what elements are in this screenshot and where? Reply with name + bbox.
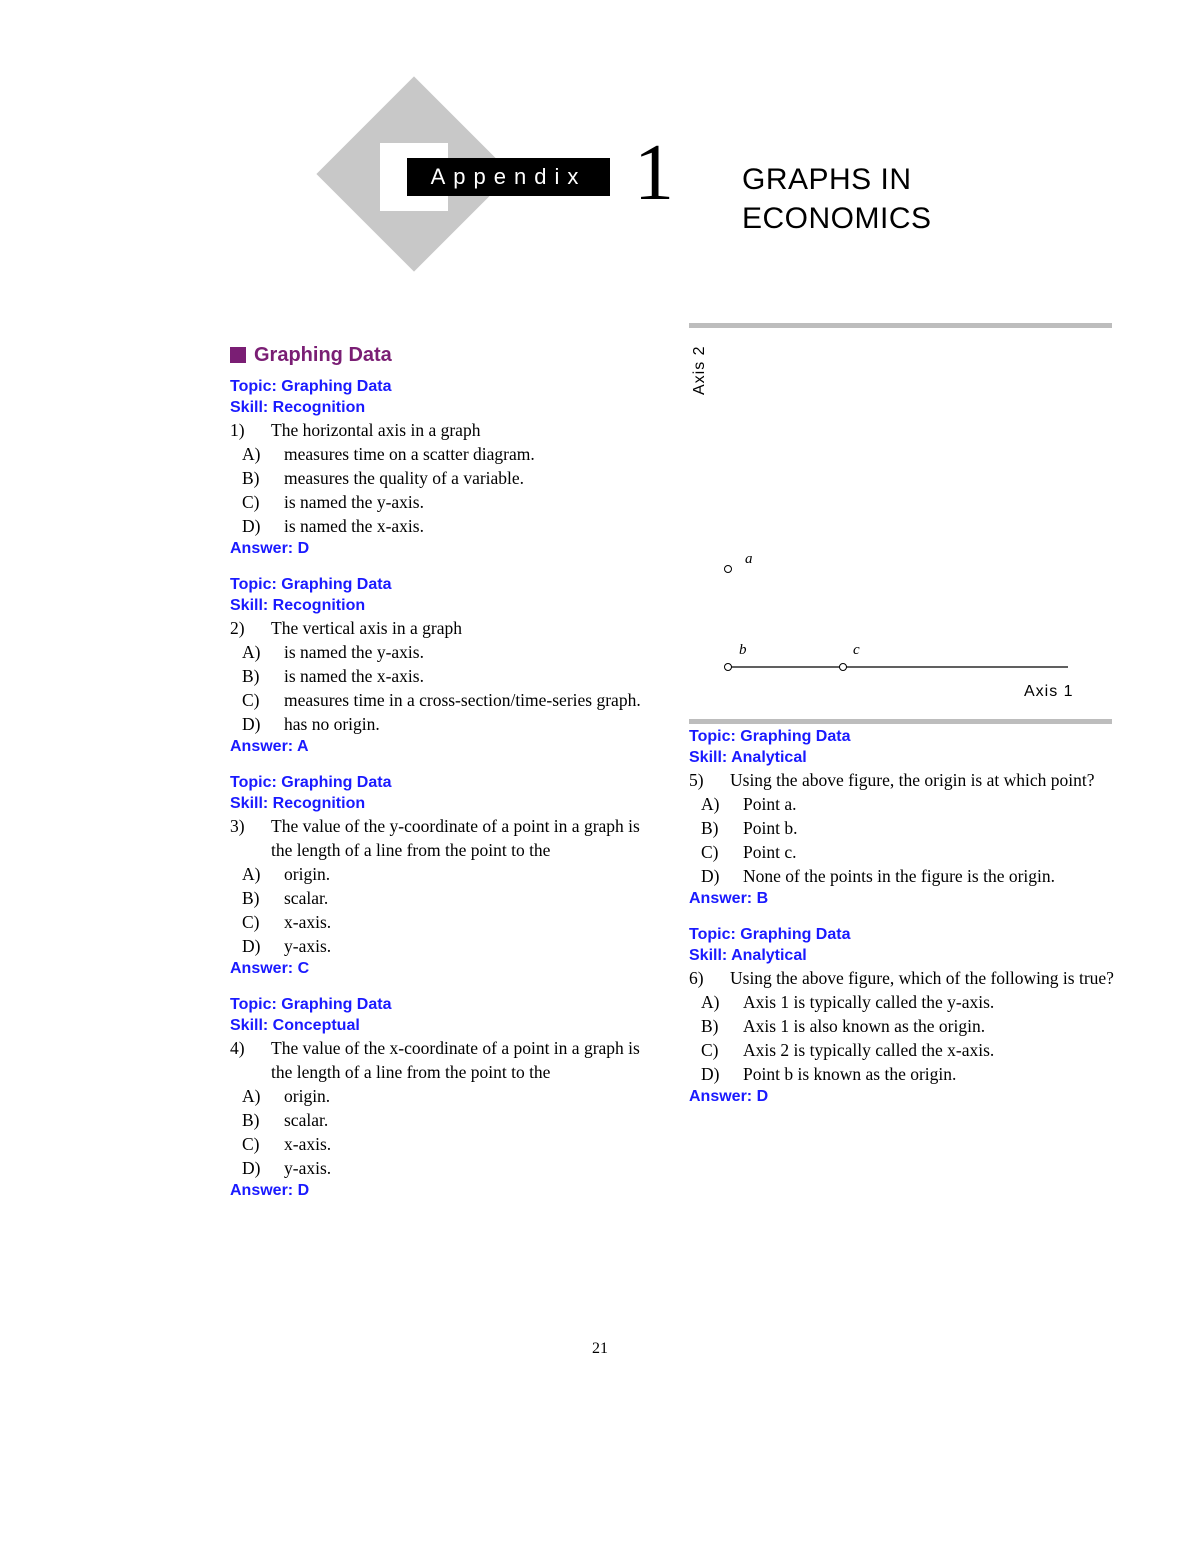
option-text: Point b. xyxy=(743,818,798,838)
option-text: is named the y-axis. xyxy=(284,492,424,512)
option-text: has no origin. xyxy=(284,714,380,734)
answer-option xyxy=(230,490,660,514)
answer-option xyxy=(230,934,660,958)
question-stem xyxy=(230,814,660,862)
option-text: origin. xyxy=(284,864,331,884)
answer-option xyxy=(689,840,1114,864)
point-c-label: c xyxy=(853,642,860,658)
question-text: Using the above figure, the origin is at which point? xyxy=(730,770,1095,790)
question-text: The value of the x-coordinate of a point in a graph is the length of a line from the point to the xyxy=(271,1038,640,1082)
option-letter: D) xyxy=(242,1158,261,1178)
question-3 xyxy=(230,772,660,980)
figure-bottom-rule xyxy=(689,719,1112,724)
option-text: None of the points in the figure is the origin. xyxy=(743,866,1056,886)
answer-option xyxy=(689,1062,1114,1086)
question-stem xyxy=(230,1036,660,1084)
option-letter: C) xyxy=(242,492,260,512)
option-letter: C) xyxy=(242,1134,260,1154)
answer-key: Answer: A xyxy=(230,738,309,755)
question-skill: Skill: Analytical xyxy=(689,749,807,766)
option-text: y-axis. xyxy=(284,936,332,956)
point-b-marker xyxy=(725,664,732,671)
section-heading xyxy=(230,340,660,370)
axis-1-label: Axis 1 xyxy=(1024,683,1074,700)
left-column xyxy=(230,340,660,1216)
answer-option xyxy=(230,1084,660,1108)
question-number: 1) xyxy=(230,420,245,440)
answer-option xyxy=(230,910,660,934)
option-text: x-axis. xyxy=(284,1134,332,1154)
point-a-label: a xyxy=(745,551,753,567)
option-text: Point a. xyxy=(743,794,797,814)
question-stem xyxy=(689,966,1114,990)
option-letter: C) xyxy=(242,912,260,932)
appendix-number: 1 xyxy=(634,129,674,217)
point-b-label: b xyxy=(739,642,747,658)
square-bullet-icon xyxy=(230,347,246,363)
answer-option xyxy=(230,1108,660,1132)
option-text: scalar. xyxy=(284,888,329,908)
question-text: Using the above figure, which of the following is true? xyxy=(730,968,1114,988)
option-letter: B) xyxy=(701,1016,719,1036)
question-number: 4) xyxy=(230,1038,245,1058)
question-skill: Skill: Conceptual xyxy=(230,1017,360,1034)
option-letter: D) xyxy=(701,1064,720,1084)
option-letter: A) xyxy=(701,992,720,1012)
question-topic: Topic: Graphing Data xyxy=(230,774,392,791)
point-c-marker xyxy=(840,664,847,671)
answer-option xyxy=(230,688,660,712)
question-1 xyxy=(230,376,660,560)
option-text: measures time in a cross-section/time-series graph. xyxy=(284,690,641,710)
question-topic: Topic: Graphing Data xyxy=(230,576,392,593)
option-letter: D) xyxy=(242,936,261,956)
question-stem xyxy=(230,418,660,442)
option-text: Axis 1 is typically called the y-axis. xyxy=(743,992,995,1012)
answer-option xyxy=(230,1156,660,1180)
answer-option xyxy=(689,792,1114,816)
answer-option xyxy=(689,990,1114,1014)
option-letter: B) xyxy=(242,468,260,488)
option-text: measures time on a scatter diagram. xyxy=(284,444,535,464)
question-text: The vertical axis in a graph xyxy=(271,618,462,638)
question-number: 6) xyxy=(689,968,704,988)
answer-option xyxy=(230,712,660,736)
section-title: Graphing Data xyxy=(254,344,392,366)
question-stem xyxy=(230,616,660,640)
option-letter: C) xyxy=(701,842,719,862)
question-6 xyxy=(689,924,1114,1108)
answer-option xyxy=(230,886,660,910)
answer-key: Answer: C xyxy=(230,960,310,977)
option-letter: A) xyxy=(242,864,261,884)
option-letter: B) xyxy=(242,1110,260,1130)
option-letter: B) xyxy=(242,888,260,908)
answer-option xyxy=(689,1014,1114,1038)
question-4 xyxy=(230,994,660,1202)
option-letter: B) xyxy=(242,666,260,686)
chapter-title-line1: GRAPHS IN xyxy=(742,163,912,196)
question-number: 5) xyxy=(689,770,704,790)
answer-key: Answer: D xyxy=(689,1088,769,1105)
option-letter: D) xyxy=(242,516,261,536)
option-letter: C) xyxy=(242,690,260,710)
option-letter: A) xyxy=(701,794,720,814)
option-letter: D) xyxy=(242,714,261,734)
question-number: 2) xyxy=(230,618,245,638)
option-text: Point b is known as the origin. xyxy=(743,1064,957,1084)
answer-key: Answer: D xyxy=(230,540,310,557)
answer-option xyxy=(230,466,660,490)
coordinate-figure xyxy=(689,323,1112,727)
chapter-title-line2: ECONOMICS xyxy=(742,202,932,235)
figure-graphic xyxy=(689,323,1112,727)
answer-option xyxy=(230,862,660,886)
question-skill: Skill: Recognition xyxy=(230,399,366,416)
answer-option xyxy=(689,864,1114,888)
question-topic: Topic: Graphing Data xyxy=(230,378,392,395)
answer-option xyxy=(230,1132,660,1156)
appendix-label: Appendix xyxy=(407,158,610,196)
option-text: y-axis. xyxy=(284,1158,332,1178)
question-skill: Skill: Analytical xyxy=(689,947,807,964)
option-text: Axis 1 is also known as the origin. xyxy=(743,1016,986,1036)
option-text: measures the quality of a variable. xyxy=(284,468,525,488)
figure-top-rule xyxy=(689,323,1112,328)
answer-option xyxy=(230,640,660,664)
question-topic: Topic: Graphing Data xyxy=(689,728,851,745)
option-text: is named the x-axis. xyxy=(284,666,424,686)
answer-option xyxy=(230,442,660,466)
option-text: x-axis. xyxy=(284,912,332,932)
question-skill: Skill: Recognition xyxy=(230,597,366,614)
axis-2-label: Axis 2 xyxy=(691,345,708,395)
option-text: is named the x-axis. xyxy=(284,516,424,536)
option-letter: A) xyxy=(242,1086,261,1106)
chapter-title xyxy=(742,160,932,238)
question-5 xyxy=(689,726,1114,910)
option-letter: A) xyxy=(242,444,261,464)
option-text: scalar. xyxy=(284,1110,329,1130)
option-letter: D) xyxy=(701,866,720,886)
answer-option xyxy=(689,816,1114,840)
option-letter: A) xyxy=(242,642,261,662)
point-a-marker xyxy=(725,566,732,573)
question-text: The value of the y-coordinate of a point in a graph is the length of a line from the point to the xyxy=(271,816,640,860)
right-column xyxy=(689,726,1114,1122)
question-topic: Topic: Graphing Data xyxy=(230,996,392,1013)
answer-option xyxy=(230,514,660,538)
option-letter: C) xyxy=(701,1040,719,1060)
answer-option xyxy=(230,664,660,688)
option-letter: B) xyxy=(701,818,719,838)
option-text: Point c. xyxy=(743,842,797,862)
question-stem xyxy=(689,768,1114,792)
question-2 xyxy=(230,574,660,758)
question-skill: Skill: Recognition xyxy=(230,795,366,812)
answer-key: Answer: D xyxy=(230,1182,310,1199)
option-text: origin. xyxy=(284,1086,331,1106)
answer-key: Answer: B xyxy=(689,890,769,907)
question-number: 3) xyxy=(230,816,245,836)
page-number: 21 xyxy=(592,1340,608,1357)
option-text: Axis 2 is typically called the x-axis. xyxy=(743,1040,995,1060)
question-text: The horizontal axis in a graph xyxy=(271,420,481,440)
option-text: is named the y-axis. xyxy=(284,642,424,662)
question-topic: Topic: Graphing Data xyxy=(689,926,851,943)
answer-option xyxy=(689,1038,1114,1062)
